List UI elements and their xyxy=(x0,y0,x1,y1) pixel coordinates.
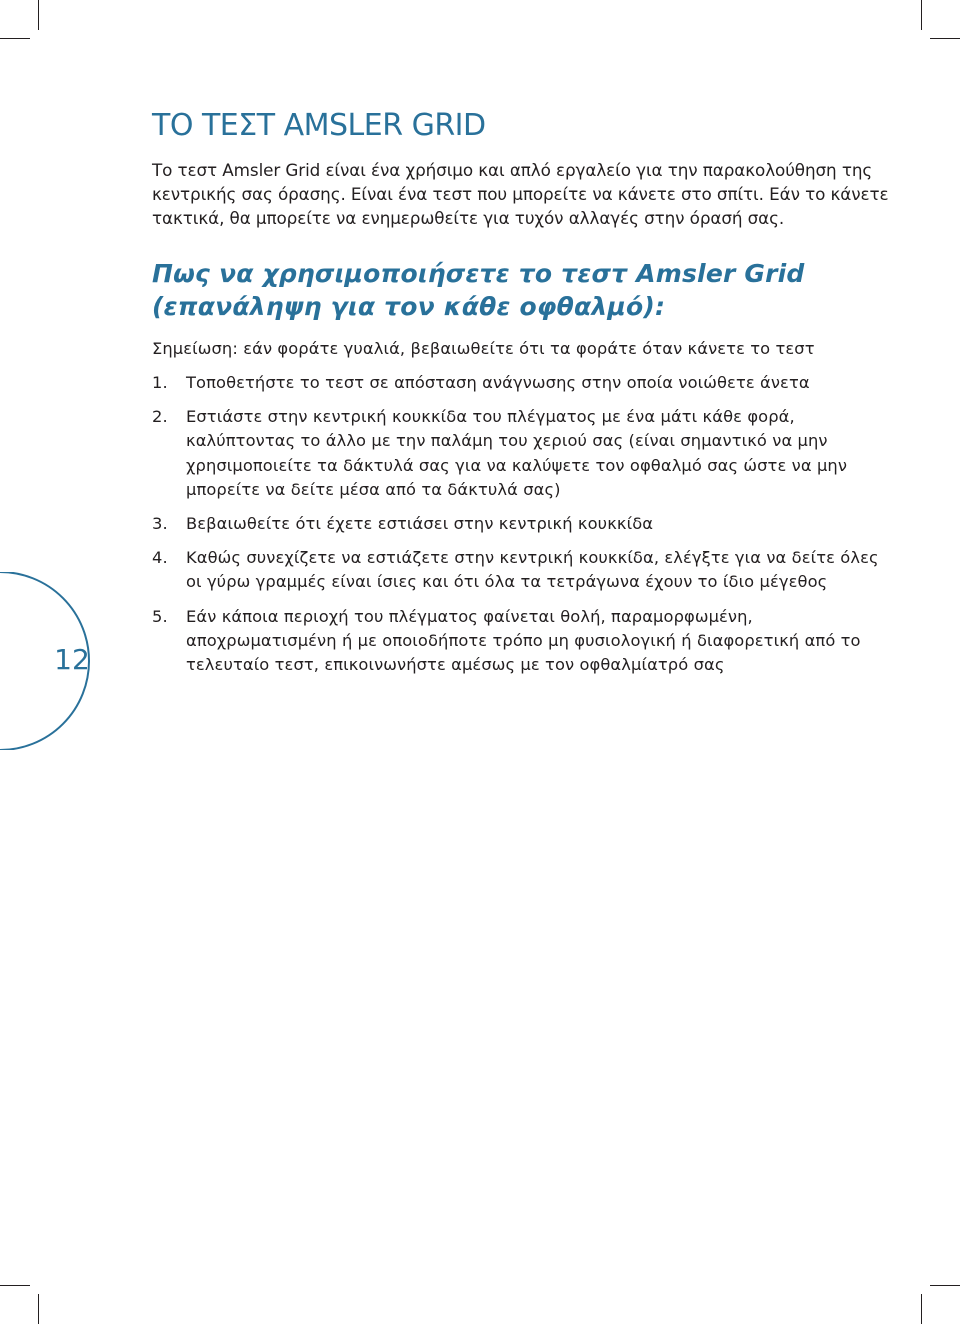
step-text: Καθώς συνεχίζετε να εστιάζετε στην κεντρική κουκκίδα, ελέγξτε για να δείτε όλες οι γύρω γραμμές είναι ίσιες και ότι όλα τα τετράγωνα έχουν το ίδιο μέγεθος xyxy=(186,548,879,592)
crop-mark xyxy=(0,1285,30,1286)
crop-mark xyxy=(930,1285,960,1286)
crop-mark xyxy=(930,38,960,39)
steps-list xyxy=(152,371,892,677)
list-item xyxy=(152,371,892,395)
section-heading-line2: (επανάληψη για τον κάθε οφθαλμό): xyxy=(152,291,666,321)
step-number: 2. xyxy=(152,407,168,427)
step-number: 4. xyxy=(152,548,168,568)
crop-mark xyxy=(921,1294,922,1324)
page-number: 12 xyxy=(54,643,90,676)
section-heading xyxy=(152,258,892,323)
step-number: 5. xyxy=(152,606,168,626)
step-text: Βεβαιωθείτε ότι έχετε εστιάσει στην κεντρική κουκκίδα xyxy=(186,514,654,534)
crop-mark xyxy=(921,0,922,30)
page-title: ΤΟ ΤΕΣΤ AMSLER GRID xyxy=(152,108,486,143)
step-number: 3. xyxy=(152,514,168,534)
crop-mark xyxy=(0,38,30,39)
list-item xyxy=(152,405,892,502)
crop-mark xyxy=(38,0,39,30)
intro-paragraph: Το τεστ Amsler Grid είναι ένα χρήσιμο και απλό εργαλείο για την παρακολούθηση της κεντρικής σας όρασης. Είναι ένα τεστ που μπορείτε να κάνετε στο σπίτι. Εάν το κάνετε τακτικά, θα μπορείτε να ενημερωθείτε για τυχόν αλλαγές στην όρασή σας. xyxy=(152,160,889,228)
document-body xyxy=(152,108,892,687)
note-paragraph: Σημείωση: εάν φοράτε γυαλιά, βεβαιωθείτε ότι τα φοράτε όταν κάνετε το τεστ xyxy=(152,339,815,358)
step-text: Τοποθετήστε το τεστ σε απόσταση ανάγνωσης στην οποία νοιώθετε άνετα xyxy=(186,373,810,392)
section-heading-line1: Πως να χρησιμοποιήσετε το τεστ Amsler Grid xyxy=(152,259,805,288)
list-item xyxy=(152,546,892,594)
list-item xyxy=(152,512,892,536)
step-text: Εστιάστε στην κεντρική κουκκίδα του πλέγματος με ένα μάτι κάθε φορά, καλύπτοντας το άλλο με την παλάμη του χεριού σας (είναι σημαντικό να μην χρησιμοποιείτε τα δάκτυλά σας για να καλύψετε τον οφθαλμό σας ώστε να μην μπορείτε να δείτε μέσα από τα δάκτυλά σας) xyxy=(186,407,848,499)
list-item xyxy=(152,605,892,678)
step-number: 1. xyxy=(152,373,168,392)
step-text: Εάν κάποια περιοχή του πλέγματος φαίνεται θολή, παραμορφωμένη, αποχρωματισμένη ή με οποιοδήποτε τρόπο μη φυσιολογική ή διαφορετική από το τελευταίο τεστ, επικοινωνήστε αμέσως με τον οφθαλμίατρό σας xyxy=(186,606,861,675)
crop-mark xyxy=(38,1294,39,1324)
